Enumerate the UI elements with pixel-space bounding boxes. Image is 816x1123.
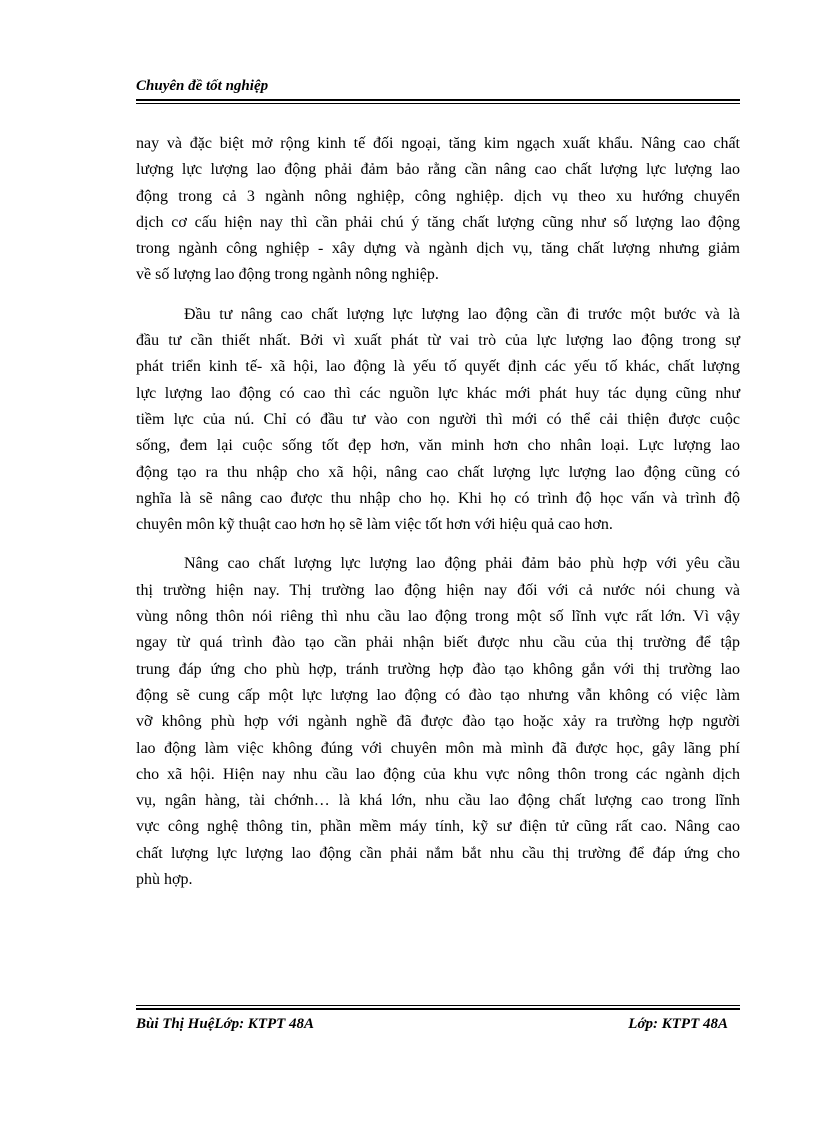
text-line: trong ngành công nghiệp - xây dựng và ngành dịch vụ, tăng chất lượng nhưng giảm xyxy=(136,240,740,258)
footer-rule-thin xyxy=(136,1005,740,1006)
header-rule-thin xyxy=(136,103,740,104)
document-body xyxy=(136,131,740,906)
page-header-title: Chuyên đề tốt nghiệp xyxy=(136,78,269,94)
footer-author: Bùi Thị HuệLớp: KTPT 48A xyxy=(136,1016,315,1032)
text-line: phát triển kinh tế- xã hội, lao động là yếu tố quyết định các yếu tố khác, chất lượng xyxy=(136,358,740,376)
text-line: phù hợp. xyxy=(136,871,193,889)
text-line: lao động làm việc không đúng với chuyên môn mà mình đã được học, gây lãng phí xyxy=(136,739,740,757)
text-line: đầu tư cần thiết nhất. Bởi vì xuất phát từ vai trò của lực lượng lao động trong sự xyxy=(136,332,740,350)
footer-rule-thick xyxy=(136,1008,740,1010)
text-line: Nâng cao chất lượng lực lượng lao động phải đảm bảo phù hợp với yêu cầu xyxy=(184,555,740,573)
paragraph xyxy=(136,131,740,289)
text-line: động sẽ cung cấp một lực lượng lao động có đào tạo nhưng vẫn không có việc làm xyxy=(136,686,740,704)
text-line: Đầu tư nâng cao chất lượng lực lượng lao động cần đi trước một bước và là xyxy=(184,305,740,323)
text-line: vỡ không phù hợp với ngành nghề đã được đào tạo hoặc xảy ra trường hợp người xyxy=(136,713,740,731)
paragraph xyxy=(136,551,740,893)
text-line: nghĩa là sẽ nâng cao được thu nhập cho họ. Khi họ có trình độ học vấn và trình độ xyxy=(136,489,740,507)
text-line: trung đáp ứng cho phù hợp, tránh trường hợp đào tạo không gắn với thị trường lao xyxy=(136,660,740,678)
text-line: động tạo ra thu nhập cho xã hội, nâng cao chất lượng lực lượng lao động cũng có xyxy=(136,463,740,481)
text-line: về số lượng lao động trong ngành nông nghiệp. xyxy=(136,266,439,284)
text-line: nay và đặc biệt mở rộng kinh tế đối ngoại, tăng kim ngạch xuất khẩu. Nâng cao chất xyxy=(136,135,740,152)
text-line: vực công nghệ thông tin, phần mềm máy tính, kỹ sư điện tử cũng rất cao. Nâng cao xyxy=(136,818,740,836)
header-rule-thick xyxy=(136,99,740,101)
text-line: dịch cơ cấu hiện nay thì cần phải chú ý tăng chất lượng cũng như số lượng lao động xyxy=(136,213,740,231)
text-line: cho xã hội. Hiện nay nhu cầu lao động của khu vực nông thôn trong các ngành dịch xyxy=(136,765,740,783)
text-line: chất lượng lực lượng lao động cần phải nắm bắt nhu cầu thị trường để đáp ứng cho xyxy=(136,844,740,862)
text-line: vùng nông thôn nói riêng thì nhu cầu lao động trong một số lĩnh vực rất lớn. Vì vậy xyxy=(136,608,740,626)
text-line: lượng lực lượng lao động phải đảm bảo rằng cần nâng cao chất lượng lực lượng lao xyxy=(136,161,740,179)
text-line: sống, đem lại cuộc sống tốt đẹp hơn, văn minh hơn cho nhân loại. Lực lượng lao xyxy=(136,437,740,455)
text-line: lực lượng lao động có cao thì các nguồn lực khác mới phát huy tác dụng cũng như xyxy=(136,384,740,402)
text-line: thị trường hiện nay. Thị trường lao động hiện nay đối với cả nước nói chung và xyxy=(136,581,740,599)
paragraph xyxy=(136,302,740,539)
text-line: tiềm lực của nú. Chỉ có đầu tư vào con người thì mới có thể cải thiện được cuộc xyxy=(136,410,740,428)
text-line: ngay từ quá trình đào tạo cần phải nhận biết được nhu cầu của thị trường để tập xyxy=(136,634,740,652)
text-line: vụ, ngân hàng, tài chớnh… là khá lớn, nhu cầu lao động chất lượng cao trong lĩnh xyxy=(136,792,740,810)
text-line: động trong cả 3 ngành nông nghiệp, công nghiệp. dịch vụ theo xu hướng chuyển xyxy=(136,187,740,205)
footer-class: Lớp: KTPT 48A xyxy=(628,1016,728,1032)
text-line: chuyên môn kỹ thuật cao hơn họ sẽ làm việc tốt hơn với hiệu quả cao hơn. xyxy=(136,516,613,534)
